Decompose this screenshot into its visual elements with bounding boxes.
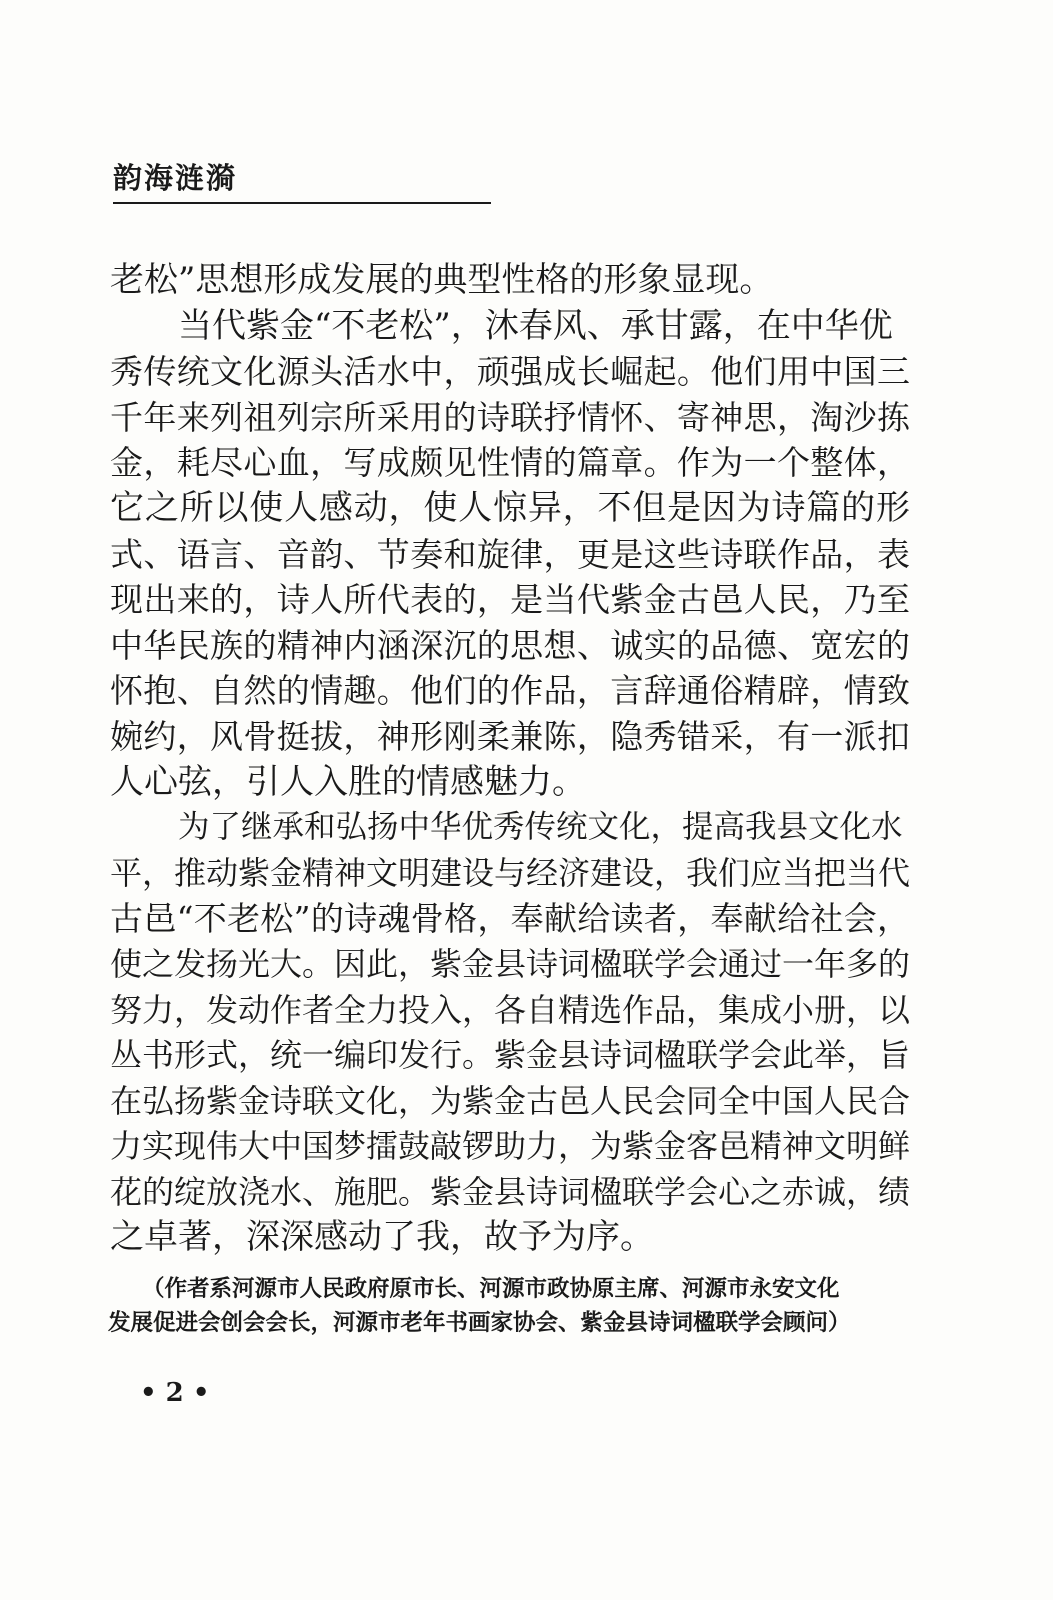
text-line: 平，推动紫金精神文明建设与经济建设，我们应当把当代 xyxy=(110,853,910,892)
text-line: 老松”思想形成发展的典型性格的形象显现。 xyxy=(110,260,774,300)
text-line: 花的绽放浇水、施肥。紫金县诗词楹联学会心之赤诚，绩 xyxy=(110,1172,910,1211)
text-line: 它之所以使人感动，使人惊异，不但是因为诗篇的形 xyxy=(110,487,910,528)
paragraph-start-line: 当代紫金“不老松”，沐春风、承甘露，在中华优 xyxy=(178,305,893,346)
author-note xyxy=(108,1272,908,1340)
author-note-line: 发展促进会创会会长，河源市老年书画家协会、紫金县诗词楹联学会顾问） xyxy=(108,1310,851,1336)
page-number: • 2 • xyxy=(140,1378,210,1408)
text-line: 使之发扬光大。因此，紫金县诗词楹联学会通过一年多的 xyxy=(110,944,910,983)
text-line: 婉约，风骨挺拔，神形刚柔兼陈，隐秀错采，有一派扣 xyxy=(110,716,910,756)
running-head xyxy=(113,152,491,204)
text-line: 千年来列祖列宗所采用的诗联抒情怀、寄神思，淘沙拣 xyxy=(110,397,910,437)
text-line: 丛书形式，统一编印发行。紫金县诗词楹联学会此举，旨 xyxy=(110,1036,910,1075)
text-line: 式、语言、音韵、节奏和旋律，更是这些诗联作品，表 xyxy=(110,534,910,574)
body-text xyxy=(110,258,910,1261)
text-line: 之卓著，深深感动了我，故予为序。 xyxy=(110,1217,654,1258)
author-note-line: （作者系河源市人民政府原市长、河源市政协原主席、河源市永安文化 xyxy=(142,1276,840,1302)
text-line: 力实现伟大中国梦擂鼓敲锣助力，为紫金客邑精神文明鲜 xyxy=(110,1127,910,1166)
text-line: 秀传统文化源头活水中，顽强成长崛起。他们用中国三 xyxy=(110,352,910,392)
book-title: 韵海涟漪 xyxy=(113,161,238,195)
text-line: 人心弦，引人入胜的情感魅力。 xyxy=(110,761,586,802)
paragraph-start-line: 为了继承和弘扬中华优秀传统文化，提高我县文化水 xyxy=(178,809,903,846)
text-line: 怀抱、自然的情趣。他们的作品，言辞通俗精辟，情致 xyxy=(110,671,910,711)
text-line: 现出来的，诗人所代表的，是当代紫金古邑人民，乃至 xyxy=(110,580,910,620)
text-line: 在弘扬紫金诗联文化，为紫金古邑人民会同全中国人民合 xyxy=(110,1081,910,1120)
text-line: 努力，发动作者全力投入，各自精选作品，集成小册，以 xyxy=(110,990,910,1029)
text-line: 中华民族的精神内涵深沉的思想、诚实的品德、宽宏的 xyxy=(110,625,910,665)
text-line: 古邑“不老松”的诗魂骨格，奉献给读者，奉献给社会， xyxy=(110,899,910,939)
text-line: 金，耗尽心血，写成颇见性情的篇章。作为一个整体， xyxy=(110,443,910,483)
